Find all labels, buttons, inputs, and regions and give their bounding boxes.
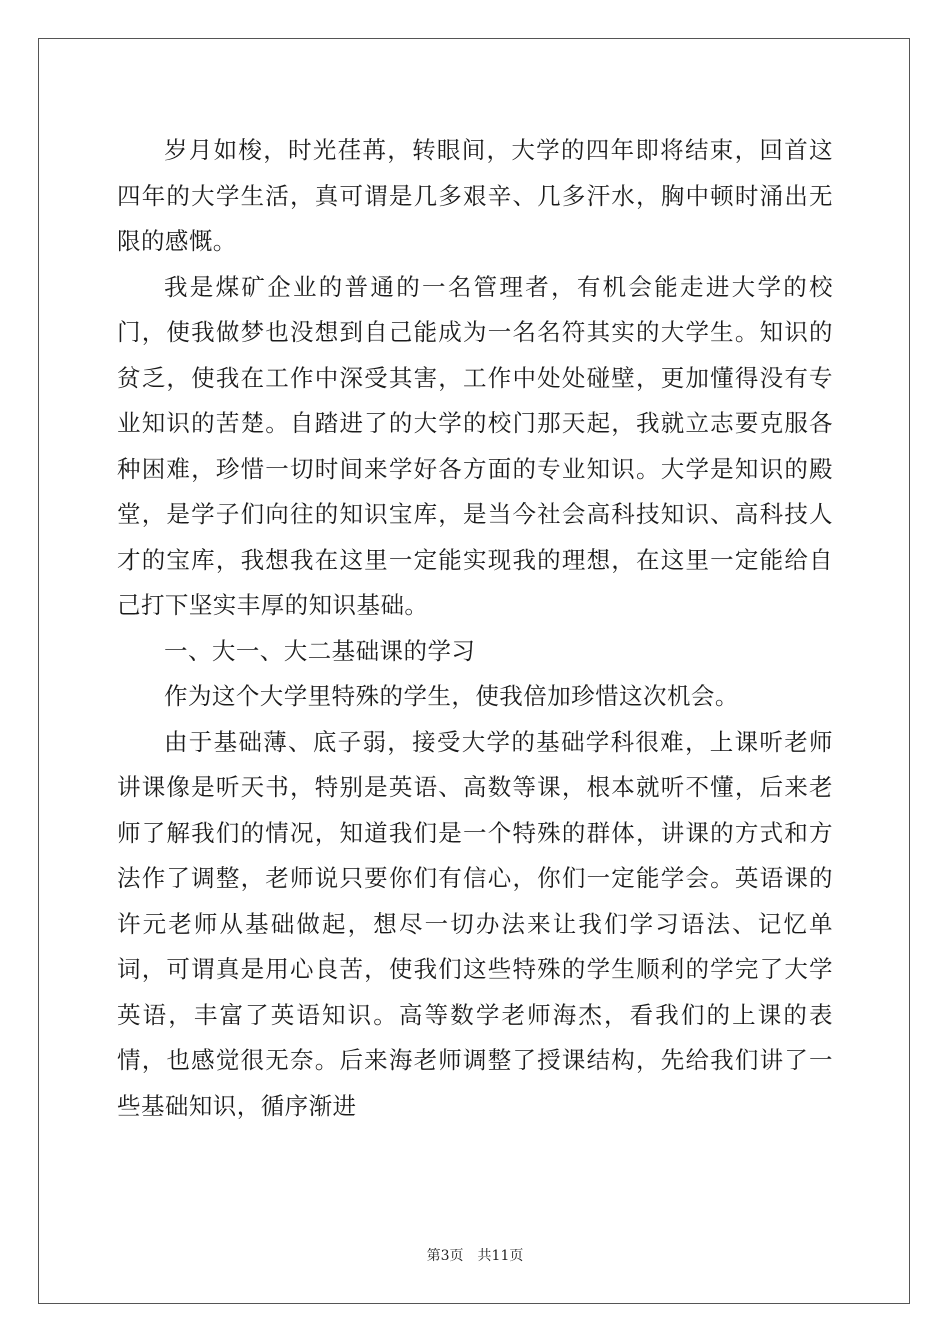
paragraph-opportunity: 作为这个大学里特殊的学生，使我倍加珍惜这次机会。 (164, 682, 739, 710)
page-total: 共11页 (477, 1248, 524, 1264)
paragraph-basic-courses: 由于基础薄、底子弱，接受大学的基础学科很难，上课听老师讲课像是听天书，特别是英语、高数等课，根本就听不懂，后来老师了解我们的情况，知道我们是一个特殊的群体，讲课的方式和方法作了调整，老师说只要你们有信心，你们一定能学会。英语课的许元老师从基础做起，想尽一切办法来让我们学习语法、记忆单词，可谓真是用心良苦，使我们这些特殊的学生顺利的学完了大学英语，丰富了英语知识。高等数学老师海杰，看我们的上课的表情，也感觉很无奈。后来海老师调整了授课结构，先给我们讲了一些基础知识，循序渐进 (117, 727, 833, 1120)
section-heading: 一、大一、大二基础课的学习 (164, 636, 476, 665)
paragraph-intro: 岁月如梭，时光荏苒，转眼间，大学的四年即将结束，回首这四年的大学生活，真可谓是几多艰辛、几多汗水，胸中顿时涌出无限的感慨。 (117, 136, 833, 255)
paragraph-background: 我是煤矿企业的普通的一名管理者，有机会能走进大学的校门，使我做梦也没想到自己能成为一名名符其实的大学生。知识的贫乏，使我在工作中深受其害，工作中处处碰壁，更加懂得没有专业知识的苦楚。自踏进了的大学的校门那天起，我就立志要克服各种困难，珍惜一切时间来学好各方面的专业知识。大学是知识的殿堂，是学子们向往的知识宝库，是当今社会高科技知识、高科技人才的宝库，我想我在这里一定能实现我的理想，在这里一定能给自己打下坚实丰厚的知识基础。 (117, 272, 833, 619)
page-number: 第3页 (426, 1248, 464, 1264)
page-footer (0, 1246, 950, 1266)
document-body (117, 128, 833, 1129)
